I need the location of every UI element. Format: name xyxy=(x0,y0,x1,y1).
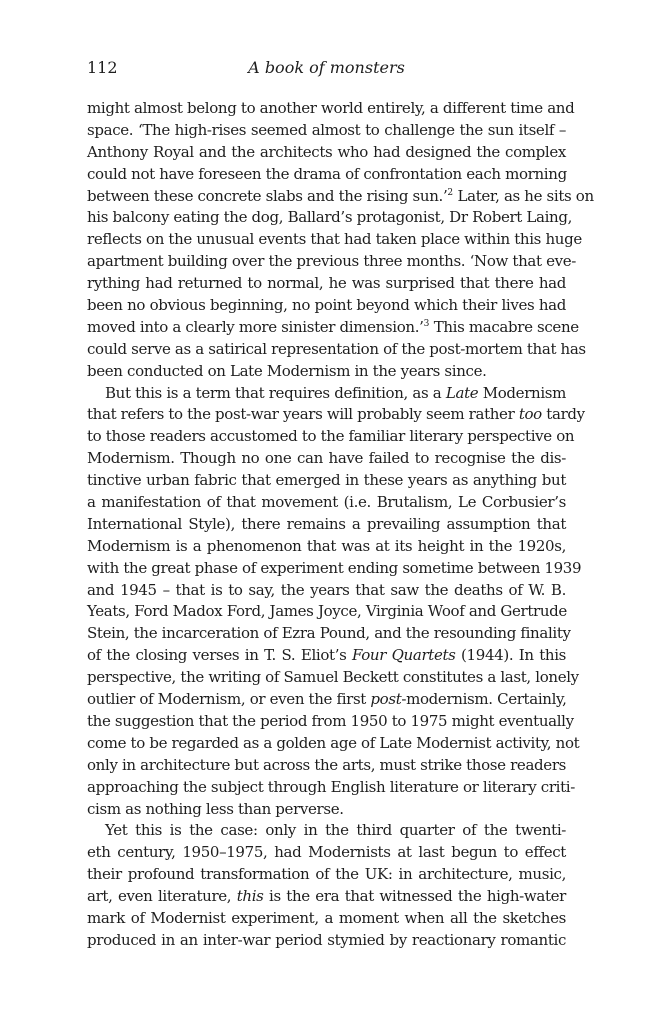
paragraph-first-line: Yet this is the case: only in the third quarter of the twenti- xyxy=(105,821,566,840)
text-line: rything had returned to normal, he was surprised that there had xyxy=(87,274,566,293)
body-text xyxy=(87,98,594,952)
text-line xyxy=(87,317,579,339)
text-line: a manifestation of that movement (i.e. Brutalism, Le Corbusier’s xyxy=(87,493,566,512)
text-line: and 1945 – that is to say, the years that saw the deaths of W. B. xyxy=(87,580,566,599)
text-line xyxy=(87,886,566,908)
text-line: tinctive urban fabric that emerged in these years as anything but xyxy=(87,471,566,490)
text-line: Modernism. Though no one can have failed to recognise the dis- xyxy=(87,449,566,468)
text-line: Stein, the incarceration of Ezra Pound, and the resounding finality xyxy=(87,624,571,643)
line-text: moved into a clearly more sinister dimension.’ xyxy=(87,317,424,336)
text-line: come to be regarded as a golden age of Late Modernist activity, not xyxy=(87,733,580,752)
text-line: eth century, 1950–1975, had Modernists at last begun to effect xyxy=(87,843,566,862)
line-text: of the closing verses in T. S. Eliot’s xyxy=(87,646,353,665)
text-line: could serve as a satirical representation of the post-mortem that has xyxy=(87,339,586,358)
book-title: A book of monsters xyxy=(248,58,405,77)
text-line: reflects on the unusual events that had taken place within this huge xyxy=(87,230,582,249)
text-line: only in architecture but across the arts, must strike those readers xyxy=(87,755,566,774)
text-line: apartment building over the previous three months. ‘Now that eve- xyxy=(87,252,576,271)
text-line: with the great phase of experiment ending sometime between 1939 xyxy=(87,558,582,577)
running-head xyxy=(87,56,566,80)
text-line: the suggestion that the period from 1950 to 1975 might eventually xyxy=(87,711,574,730)
italic-text: Late xyxy=(445,383,479,402)
text-line xyxy=(87,689,566,711)
line-text: outlier of Modernism, or even the first xyxy=(87,690,371,709)
line-text: But this is a term that requires definition, as a xyxy=(105,383,446,402)
text-line: his balcony eating the dog, Ballard’s protagonist, Dr Robert Laing, xyxy=(87,208,573,227)
footnote-ref[interactable]: 2 xyxy=(447,187,454,198)
page-number: 112 xyxy=(87,58,118,77)
line-text: art, even literature, xyxy=(87,887,237,906)
text-line: perspective, the writing of Samuel Beckett constitutes a last, lonely xyxy=(87,668,579,687)
line-text: is the era that witnessed the high-water xyxy=(263,887,566,906)
italic-text: this xyxy=(236,887,264,906)
text-line: been no obvious beginning, no point beyond which their lives had xyxy=(87,296,566,315)
line-text: -modernism. Certainly, xyxy=(401,690,567,709)
text-line: might almost belong to another world entirely, a different time and xyxy=(87,99,575,117)
text-line: to those readers accustomed to the familiar literary perspective on xyxy=(87,427,575,446)
italic-text: post xyxy=(370,690,402,709)
text-line: International Style), there remains a prevailing assumption that xyxy=(87,514,566,533)
text-line: Yeats, Ford Madox Ford, James Joyce, Virginia Woof and Gertrude xyxy=(87,602,567,621)
text-line xyxy=(87,186,594,208)
line-text: This macabre scene xyxy=(429,317,579,336)
line-text: Later, as he sits on xyxy=(453,186,594,205)
text-line xyxy=(87,404,585,426)
text-line: Modernism is a phenomenon that was at its height in the 1920s, xyxy=(87,536,566,555)
text-line: produced in an inter-war period stymied by reactionary romantic xyxy=(87,930,566,949)
line-text: between these concrete slabs and the rising sun.’ xyxy=(87,186,448,205)
text-line: been conducted on Late Modernism in the years since. xyxy=(87,361,487,380)
text-line xyxy=(87,645,566,667)
line-text: (1944). In this xyxy=(455,646,567,665)
line-text: tardy xyxy=(541,405,585,424)
text-line: space. ‘The high-rises seemed almost to challenge the sun itself – xyxy=(87,120,566,139)
text-line: their profound transformation of the UK: in architecture, music, xyxy=(87,865,566,884)
text-line: cism as nothing less than perverse. xyxy=(87,799,344,818)
footnote-ref[interactable]: 3 xyxy=(423,318,430,329)
text-line: approaching the subject through English literature or literary criti- xyxy=(87,777,575,796)
line-text: Modernism xyxy=(478,383,567,402)
text-line: mark of Modernist experiment, a moment when all the sketches xyxy=(87,908,566,927)
italic-text: Four Quartets xyxy=(352,646,456,665)
text-line: could not have foreseen the drama of confrontation each morning xyxy=(87,164,567,183)
paragraph-first-line xyxy=(87,383,566,405)
text-line: Anthony Royal and the architects who had designed the complex xyxy=(87,142,566,161)
italic-text: too xyxy=(518,405,542,424)
line-text: that refers to the post-war years will probably seem rather xyxy=(87,405,519,424)
